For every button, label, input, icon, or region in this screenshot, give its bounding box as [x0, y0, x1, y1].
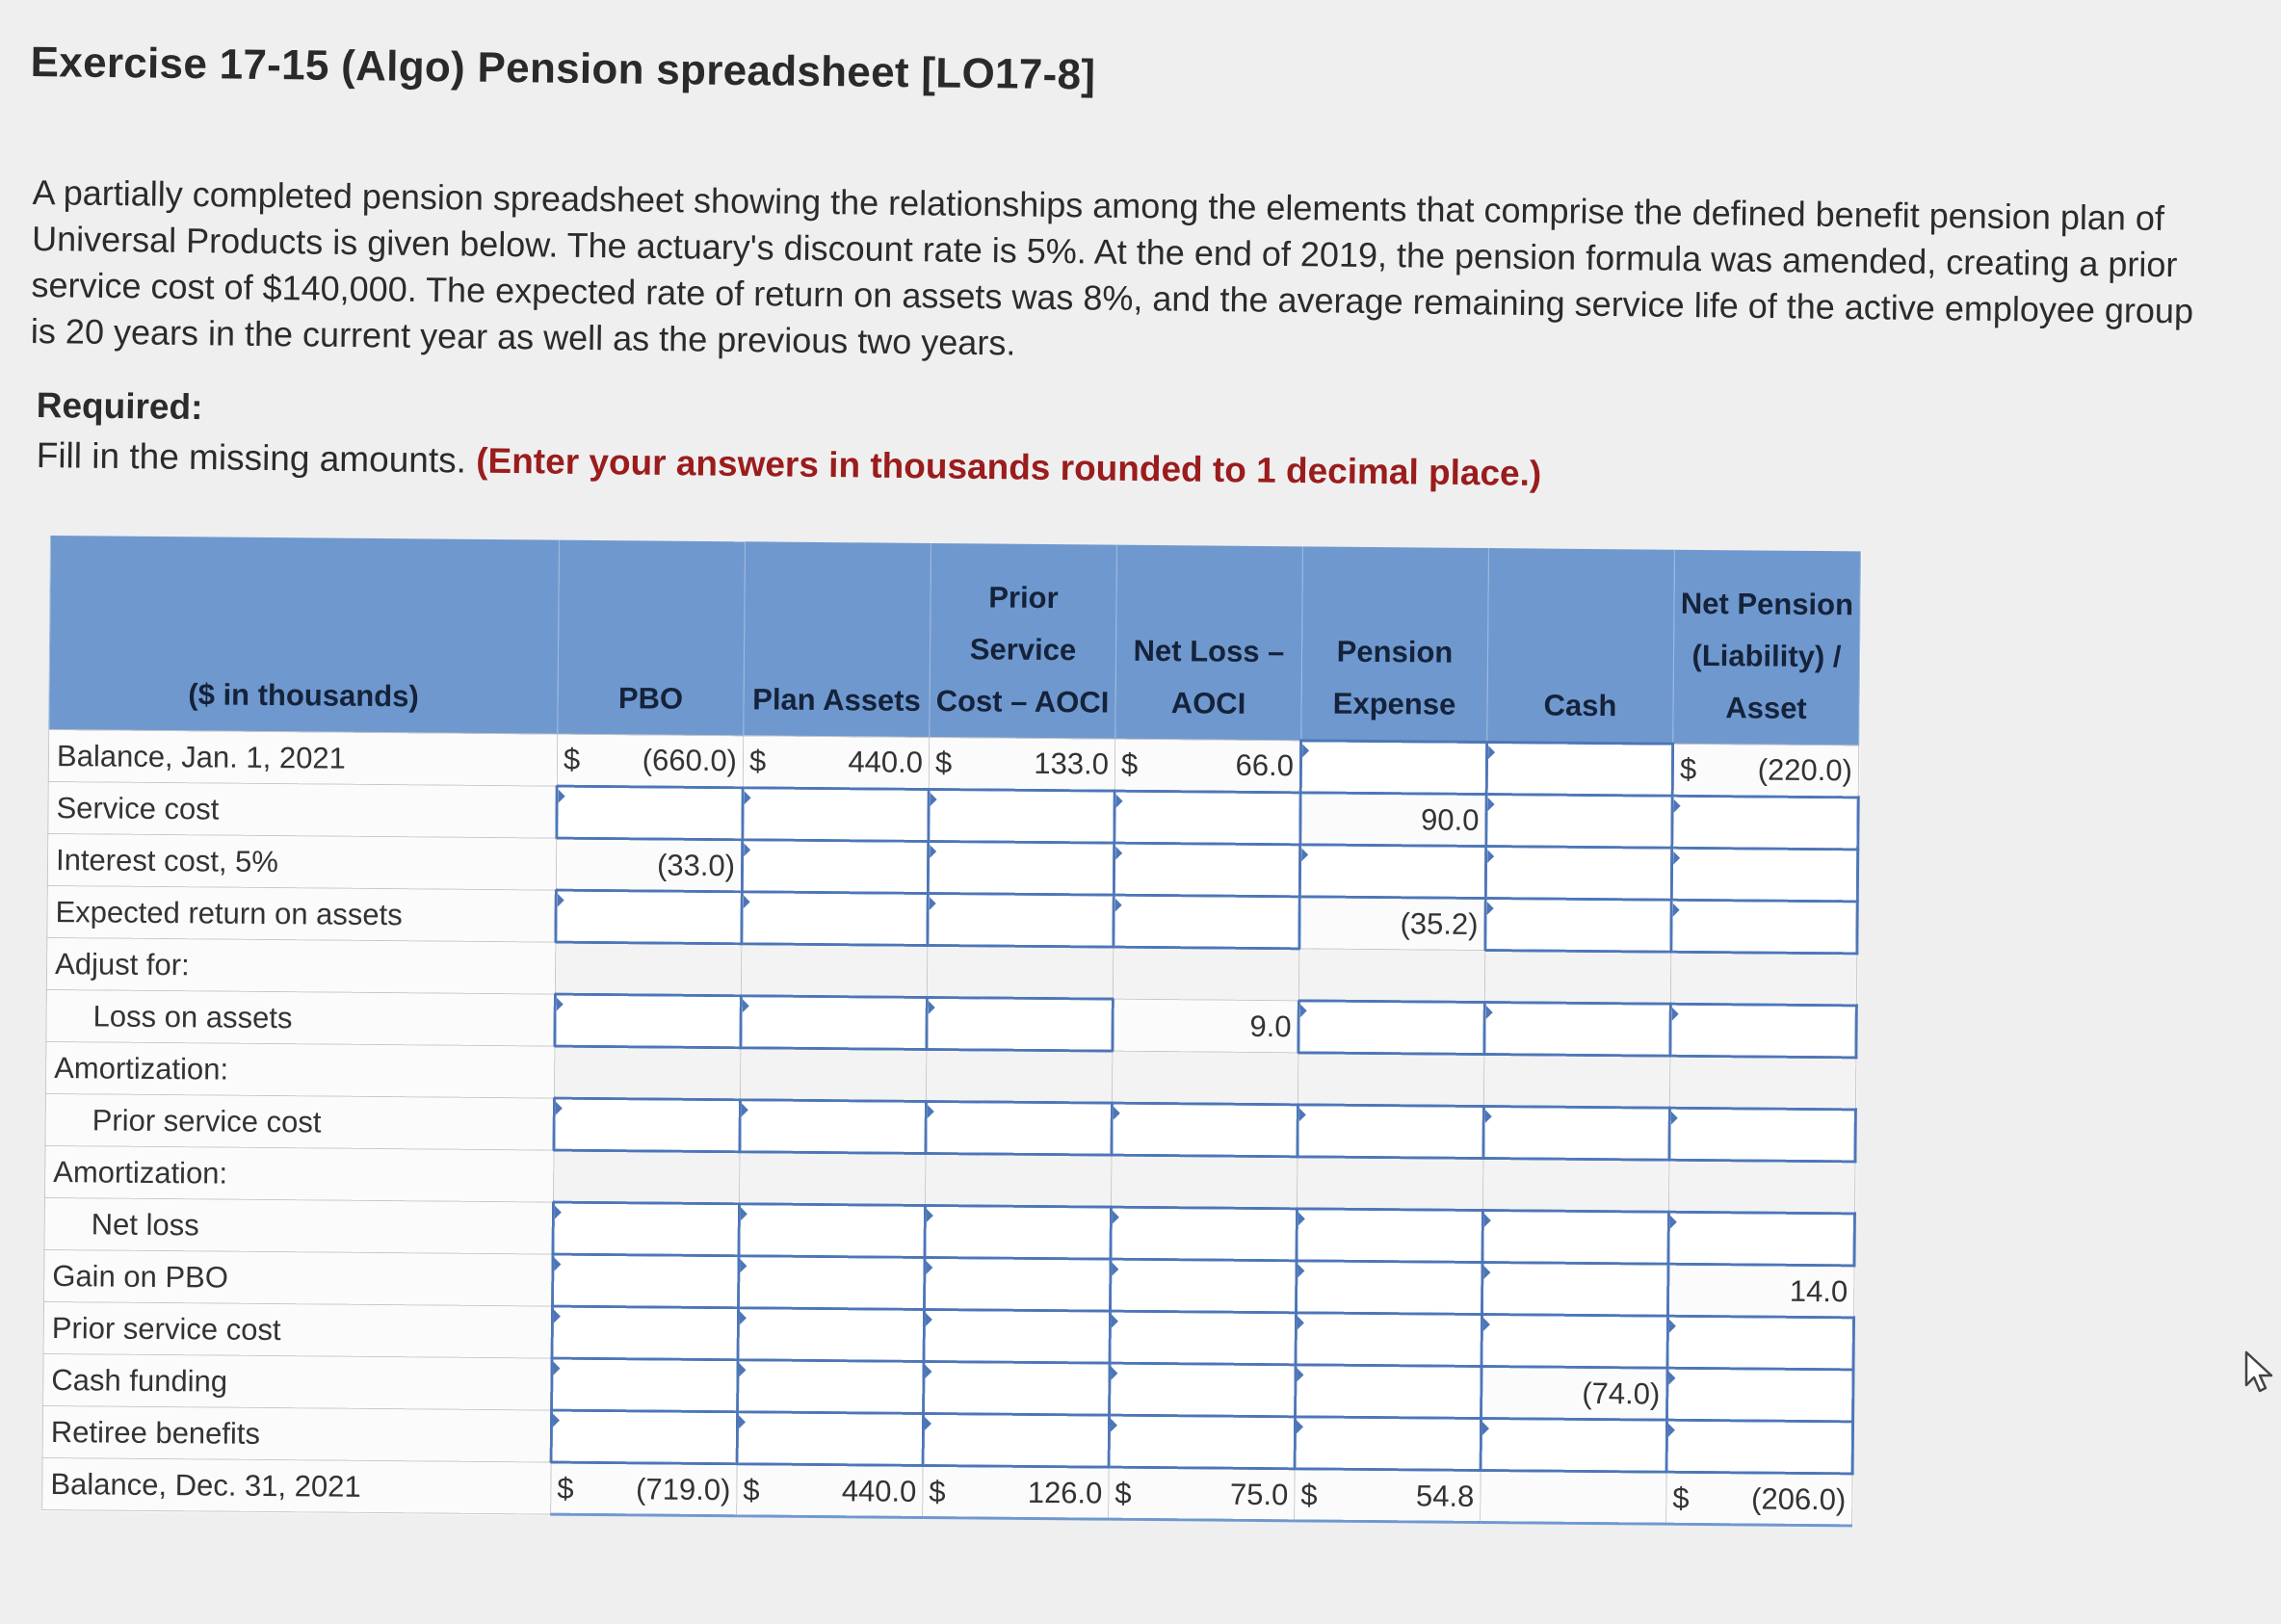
- input-prior-service-cost[interactable]: [925, 1257, 1111, 1311]
- empty-cell: [1670, 952, 1856, 1006]
- cell-net-pension: $ (220.0): [1672, 744, 1858, 798]
- input-prior-service-cost[interactable]: [929, 789, 1114, 843]
- empty-cell: [1112, 1051, 1298, 1105]
- input-prior-service-cost[interactable]: [927, 997, 1113, 1051]
- input-prior-service-cost[interactable]: [926, 1101, 1112, 1155]
- row-label: Amortization:: [45, 1041, 554, 1098]
- input-pension-expense[interactable]: [1297, 1261, 1482, 1315]
- input-plan-assets[interactable]: [739, 1204, 925, 1258]
- dollar-sign: $: [563, 742, 581, 776]
- row-label: Prior service cost: [43, 1301, 552, 1358]
- input-net-pension[interactable]: [1666, 1420, 1852, 1474]
- empty-cell: [1482, 1159, 1668, 1213]
- input-net-pension[interactable]: [1667, 1316, 1853, 1370]
- row-label: Amortization:: [45, 1145, 554, 1202]
- input-pension-expense[interactable]: [1296, 1313, 1481, 1367]
- cell-pension-expense: (35.2): [1299, 897, 1485, 951]
- cell-prior-service-cost: $ 133.0: [929, 737, 1114, 791]
- dollar-sign: $: [748, 744, 767, 778]
- empty-cell: [553, 1150, 739, 1204]
- cell-plan-assets: $ 440.0: [743, 736, 929, 790]
- row-label: Expected return on assets: [47, 885, 556, 942]
- input-net-pension[interactable]: [1672, 796, 1858, 850]
- dollar-sign: $: [557, 1471, 574, 1506]
- input-pbo[interactable]: [556, 890, 742, 944]
- input-cash[interactable]: [1485, 899, 1671, 953]
- header-net-loss: Net Loss – AOCI: [1115, 545, 1303, 741]
- row-label: Cash funding: [43, 1353, 552, 1410]
- header-net-pension: Net Pension (Liability) / Asset: [1673, 550, 1861, 746]
- empty-cell: [1297, 1157, 1482, 1211]
- header-row: [49, 536, 1861, 746]
- input-plan-assets[interactable]: [740, 1100, 926, 1154]
- dollar-sign: $: [743, 1472, 760, 1506]
- row-label: Adjust for:: [46, 937, 555, 994]
- input-net-loss[interactable]: [1111, 1207, 1297, 1261]
- dollar-sign: $: [1679, 751, 1697, 786]
- input-pension-expense[interactable]: [1298, 1105, 1483, 1159]
- cell-net-pension: 14.0: [1667, 1264, 1853, 1318]
- row-label: Loss on assets: [46, 989, 555, 1046]
- header-cash: Cash: [1487, 548, 1675, 744]
- input-plan-assets[interactable]: [738, 1360, 924, 1414]
- cell-cash: [1481, 1470, 1666, 1524]
- input-cash[interactable]: [1485, 847, 1671, 901]
- input-pbo[interactable]: [557, 786, 743, 840]
- dollar-sign: $: [1114, 1476, 1132, 1510]
- input-net-loss[interactable]: [1114, 895, 1299, 949]
- header-prior-service-cost: Prior Service Cost – AOCI: [930, 543, 1117, 739]
- row-label: Gain on PBO: [44, 1249, 553, 1306]
- empty-cell: [1668, 1160, 1854, 1214]
- input-cash[interactable]: [1483, 1107, 1669, 1161]
- instruction-text: Fill in the missing amounts.: [36, 435, 467, 481]
- dollar-sign: $: [1120, 747, 1139, 781]
- cell-prior-service-cost: $ 126.0: [923, 1465, 1109, 1519]
- cell-pbo: $ (660.0): [557, 734, 743, 788]
- empty-cell: [1113, 947, 1298, 1001]
- dollar-sign: $: [1672, 1480, 1690, 1515]
- cell-net-pension: $ (206.0): [1666, 1472, 1852, 1526]
- cell-net-loss: $ 75.0: [1109, 1467, 1295, 1521]
- input-cash[interactable]: [1486, 743, 1672, 797]
- empty-cell: [927, 945, 1113, 999]
- input-pension-expense[interactable]: [1297, 1209, 1482, 1263]
- input-cash[interactable]: [1481, 1418, 1666, 1472]
- row-label: Net loss: [44, 1197, 553, 1254]
- empty-cell: [926, 1049, 1112, 1103]
- input-net-pension[interactable]: [1667, 1368, 1853, 1422]
- cell-pbo: (33.0): [556, 838, 742, 892]
- input-net-loss[interactable]: [1112, 1103, 1298, 1157]
- input-pbo[interactable]: [554, 1098, 740, 1152]
- input-plan-assets[interactable]: [738, 1308, 924, 1362]
- input-cash[interactable]: [1482, 1211, 1668, 1265]
- input-plan-assets[interactable]: [737, 1412, 923, 1466]
- input-net-pension[interactable]: [1671, 900, 1857, 954]
- input-plan-assets[interactable]: [741, 996, 927, 1050]
- input-cash[interactable]: [1486, 795, 1672, 849]
- pension-table: [41, 536, 1862, 1527]
- empty-cell: [1298, 1053, 1483, 1107]
- cell-pension-expense: 90.0: [1300, 793, 1486, 847]
- pension-spreadsheet: [41, 536, 1862, 1527]
- input-net-pension[interactable]: [1670, 1004, 1856, 1058]
- input-net-loss[interactable]: [1109, 1415, 1295, 1469]
- cell-pension-expense: $ 54.8: [1295, 1469, 1481, 1523]
- input-net-loss[interactable]: [1110, 1363, 1296, 1417]
- required-label: Required:: [36, 385, 203, 428]
- input-prior-service-cost[interactable]: [923, 1413, 1109, 1467]
- input-plan-assets[interactable]: [742, 840, 928, 894]
- empty-cell: [555, 942, 741, 996]
- input-cash[interactable]: [1481, 1315, 1667, 1369]
- input-net-pension[interactable]: [1671, 848, 1857, 902]
- input-pbo[interactable]: [553, 1202, 739, 1256]
- empty-cell: [1483, 1055, 1669, 1109]
- empty-cell: [554, 1046, 740, 1100]
- cell-plan-assets: $ 440.0: [737, 1464, 923, 1518]
- input-prior-service-cost[interactable]: [928, 841, 1114, 895]
- mouse-pointer-icon: [2244, 1350, 2275, 1393]
- empty-cell: [1669, 1056, 1855, 1110]
- input-plan-assets[interactable]: [742, 892, 928, 946]
- exercise-title: Exercise 17-15 (Algo) Pension spreadsheet [LO17-8]: [30, 39, 1096, 99]
- input-prior-service-cost[interactable]: [928, 893, 1114, 947]
- input-pbo[interactable]: [555, 994, 741, 1048]
- row-label: Service cost: [48, 781, 557, 838]
- input-net-pension[interactable]: [1669, 1108, 1855, 1162]
- input-prior-service-cost[interactable]: [925, 1205, 1111, 1259]
- input-pension-expense[interactable]: [1300, 741, 1486, 795]
- row-label: Balance, Dec. 31, 2021: [42, 1457, 551, 1514]
- input-cash[interactable]: [1482, 1263, 1668, 1317]
- empty-cell: [1484, 951, 1670, 1005]
- input-pbo[interactable]: [553, 1254, 739, 1308]
- input-pbo[interactable]: [552, 1358, 738, 1412]
- input-plan-assets[interactable]: [743, 788, 929, 842]
- input-prior-service-cost[interactable]: [924, 1361, 1110, 1415]
- row-label: Balance, Jan. 1, 2021: [48, 729, 557, 786]
- row-label: Retiree benefits: [42, 1405, 551, 1462]
- input-pbo[interactable]: [551, 1410, 737, 1464]
- header-label: ($ in thousands): [49, 536, 560, 734]
- cell-net-loss: 9.0: [1113, 999, 1298, 1053]
- input-prior-service-cost[interactable]: [924, 1309, 1110, 1363]
- header-plan-assets: Plan Assets: [744, 541, 931, 737]
- cell-net-loss: $ 66.0: [1114, 739, 1300, 793]
- header-pbo: PBO: [558, 540, 746, 736]
- dollar-sign: $: [934, 746, 953, 780]
- input-pension-expense[interactable]: [1295, 1417, 1481, 1471]
- input-cash[interactable]: [1484, 1003, 1670, 1057]
- input-pension-expense[interactable]: [1299, 845, 1485, 899]
- instruction: [36, 435, 1541, 494]
- dollar-sign: $: [929, 1474, 946, 1508]
- instruction-note: (Enter your answers in thousands rounded to 1 decimal place.): [475, 440, 1542, 494]
- empty-cell: [1111, 1155, 1297, 1209]
- input-net-loss[interactable]: [1110, 1311, 1296, 1365]
- input-net-loss[interactable]: [1114, 791, 1300, 845]
- input-net-loss[interactable]: [1114, 843, 1299, 897]
- empty-cell: [1298, 949, 1484, 1003]
- row-label: Interest cost, 5%: [47, 833, 556, 890]
- empty-cell: [740, 1048, 926, 1102]
- input-pension-expense[interactable]: [1298, 1001, 1484, 1055]
- empty-cell: [739, 1152, 925, 1206]
- dollar-sign: $: [1300, 1477, 1318, 1512]
- input-net-loss[interactable]: [1111, 1259, 1297, 1313]
- row-label: Prior service cost: [45, 1093, 554, 1150]
- empty-cell: [741, 944, 927, 998]
- input-pension-expense[interactable]: [1296, 1365, 1481, 1419]
- problem-description: A partially completed pension spreadsheet showing the relationships among the elements that comprise the defined benefit pension plan of Universal Products is given below. The actuary's discount rate is 5%. At the end of 2019, the pension formula was amended, creating a prior service cost of $140,000. The expected rate of return on assets was 8%, and the average remaining service life of the active employee group is 20 years in the current year as well as the previous two years.: [30, 171, 2194, 363]
- cell-pbo: $ (719.0): [551, 1462, 737, 1516]
- input-net-pension[interactable]: [1668, 1212, 1854, 1266]
- empty-cell: [925, 1153, 1111, 1207]
- input-plan-assets[interactable]: [739, 1256, 925, 1310]
- header-pension-expense: Pension Expense: [1301, 546, 1489, 742]
- input-pbo[interactable]: [552, 1306, 738, 1360]
- cell-cash: (74.0): [1481, 1367, 1667, 1421]
